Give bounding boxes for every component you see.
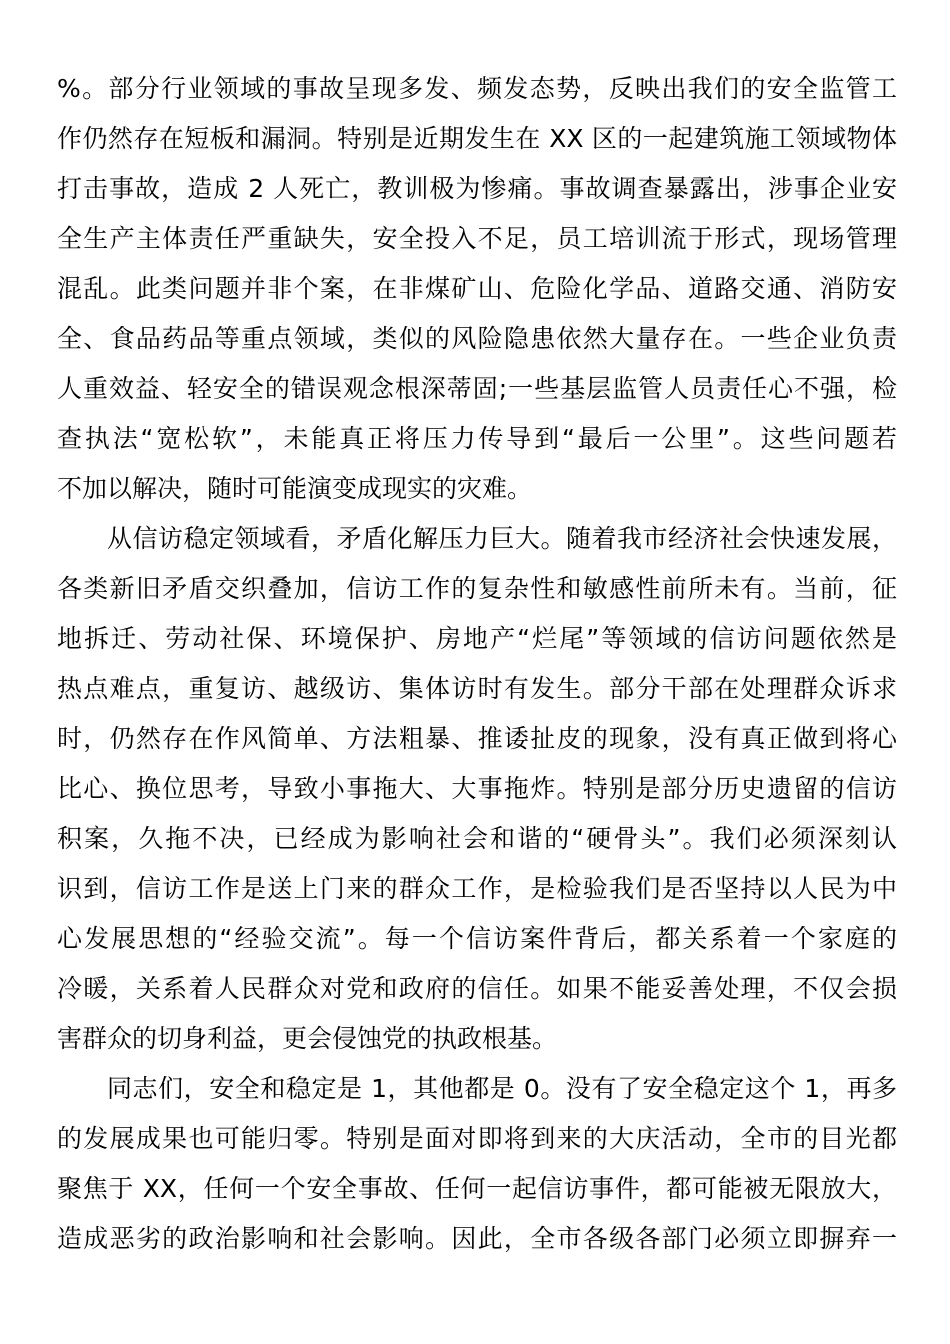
text-line: 时，仍然存在作风简单、方法粗暴、推诿扯皮的现象，没有真正做到将心 xyxy=(57,724,897,753)
text-line: 打击事故，造成 2 人死亡，教训极为惨痛。事故调查暴露出，涉事企业安 xyxy=(57,174,897,203)
text-line: 害群众的切身利益，更会侵蚀党的执政根基。 xyxy=(57,1024,558,1053)
text-line: 同志们，安全和稳定是 1，其他都是 0。没有了安全稳定这个 1，再多 xyxy=(107,1074,897,1103)
text-line: 地拆迁、劳动社保、环境保护、房地产“烂尾”等领域的信访问题依然是 xyxy=(57,624,897,653)
text-line: 不加以解决，随时可能演变成现实的灾难。 xyxy=(57,474,533,503)
text-line: 从信访稳定领域看，矛盾化解压力巨大。随着我市经济社会快速发展， xyxy=(107,524,897,553)
text-line: 冷暖，关系着人民群众对党和政府的信任。如果不能妥善处理，不仅会损 xyxy=(57,974,897,1003)
text-line: 积案，久拖不决，已经成为影响社会和谐的“硬骨头”。我们必须深刻认 xyxy=(57,824,897,853)
text-line: 查执法“宽松软”，未能真正将压力传导到“最后一公里”。这些问题若 xyxy=(57,424,897,453)
text-line: 心发展思想的“经验交流”。每一个信访案件背后，都关系着一个家庭的 xyxy=(57,924,897,953)
text-line: 识到，信访工作是送上门来的群众工作，是检验我们是否坚持以人民为中 xyxy=(57,874,897,903)
text-line: 全生产主体责任严重缺失，安全投入不足，员工培训流于形式，现场管理 xyxy=(57,224,897,253)
text-line: 聚焦于 XX，任何一个安全事故、任何一起信访事件，都可能被无限放大， xyxy=(57,1174,897,1203)
text-line: 全、食品药品等重点领域，类似的风险隐患依然大量存在。一些企业负责 xyxy=(57,324,897,353)
paragraph-safety-supervision xyxy=(57,64,897,514)
text-line: 各类新旧矛盾交织叠加，信访工作的复杂性和敏感性前所未有。当前，征 xyxy=(57,574,897,603)
paragraph-petition-stability xyxy=(57,514,897,1064)
text-line: 混乱。此类问题并非个案，在非煤矿山、危险化学品、道路交通、消防安 xyxy=(57,274,897,303)
text-line: 造成恶劣的政治影响和社会影响。因此，全市各级各部门必须立即摒弃一 xyxy=(57,1224,897,1253)
paragraph-comrades-conclusion xyxy=(57,1064,897,1264)
document-page xyxy=(57,64,897,1264)
text-line: 作仍然存在短板和漏洞。特别是近期发生在 XX 区的一起建筑施工领域物体 xyxy=(57,124,897,153)
text-line: %。部分行业领域的事故呈现多发、频发态势，反映出我们的安全监管工 xyxy=(57,74,897,103)
text-line: 热点难点，重复访、越级访、集体访时有发生。部分干部在处理群众诉求 xyxy=(57,674,897,703)
text-line: 的发展成果也可能归零。特别是面对即将到来的大庆活动，全市的目光都 xyxy=(57,1124,897,1153)
text-line: 人重效益、轻安全的错误观念根深蒂固;一些基层监管人员责任心不强，检 xyxy=(57,374,897,403)
text-line: 比心、换位思考，导致小事拖大、大事拖炸。特别是部分历史遗留的信访 xyxy=(57,774,897,803)
